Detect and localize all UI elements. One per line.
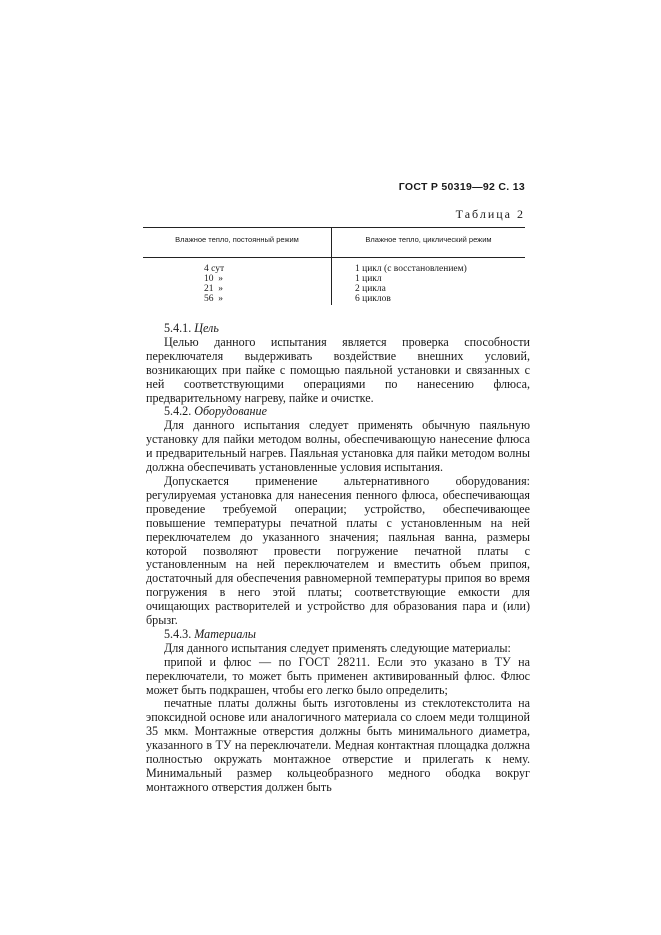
section-number: 5.4.1. — [164, 321, 192, 335]
table-cell: 10 » — [204, 274, 223, 284]
table-header-constant: Влажное тепло, постоянный режим — [175, 235, 299, 244]
paragraph: печатные платы должны быть изготовлены из стеклотекстолита на эпоксидной основе или аналогичного материала со слоем меди толщиной 35 мкм. Монтажные отверстия должны быть минимального диаметра, указанного в ТУ на переключатели. Медная контактная площадка должна полностью окружать монтажное отверстие и прилегать к нему. Минимальный размер кольцеобразного медного ободка вокруг монтажного отверстия должен быть — [146, 696, 530, 794]
table-header-rule — [143, 257, 525, 258]
table-cell: 1 цикл (с восстановлением) — [355, 264, 467, 274]
table-top-rule — [143, 227, 525, 228]
table-cell: 2 цикла — [355, 284, 386, 294]
body-text — [146, 322, 530, 795]
table-cell: 6 циклов — [355, 294, 391, 304]
table-cell: 4 сут — [204, 264, 225, 274]
section-title: Цель — [194, 321, 219, 335]
table-cell: 1 цикл — [355, 274, 382, 284]
paragraph: Целью данного испытания является проверка способности переключателя выдерживать воздействие внешних условий, возникающих при пайке с помощью паяльной установки и связанных с ней соответствующими операциями по нанесению флюса, предварительному нагреву, пайке и очистке. — [146, 334, 530, 405]
paragraph: припой и флюс — по ГОСТ 28211. Если это указано в ТУ на переключатели, то может быть применен активированный флюс. Флюс может быть подкрашен, чтобы его легко было определить; — [146, 654, 530, 697]
paragraph: Для данного испытания следует применять обычную паяльную установку для пайки методом волны, обеспечивающую нанесение флюса и предварительный нагрев. Паяльная установка для пайки методом волны должна обеспечивать установленные условия испытания. — [146, 418, 530, 475]
table-caption: Таблица 2 — [455, 207, 525, 221]
table-cell: 56 » — [204, 294, 223, 304]
paragraph: Допускается применение альтернативного оборудования: регулируемая установка для нанесения пенного флюса, обеспечивающая проведение требуемой операции; устройство, обеспечивающее повышение температуры печатной платы с установленным на ней переключателем до указанного значения; паяльная ванна, размеры которой позволяют провести погружение печатной платы с установленным на ней переключателем и вместить объем припоя, достаточный для обеспечения равномерной температуры припоя во время погружения в него этой платы; соответствующие емкости для очищающих растворителей и устройство для образования пара и (или) брызг. — [146, 473, 530, 628]
section-number: 5.4.2. — [164, 404, 192, 419]
section-heading-5-4-1 — [146, 322, 530, 336]
table-cell: 21 » — [204, 284, 223, 294]
section-title: Материалы — [194, 626, 256, 641]
paragraph: Для данного испытания следует применять следующие материалы: — [164, 640, 511, 655]
section-heading-5-4-2 — [146, 405, 530, 419]
page-header: ГОСТ Р 50319—92 С. 13 — [398, 181, 525, 193]
section-title: Оборудование — [194, 404, 267, 419]
section-number: 5.4.3. — [164, 626, 192, 641]
section-heading-5-4-3 — [146, 628, 530, 642]
table-2 — [143, 223, 525, 305]
table-header-cyclic: Влажное тепло, циклический режим — [365, 235, 492, 244]
